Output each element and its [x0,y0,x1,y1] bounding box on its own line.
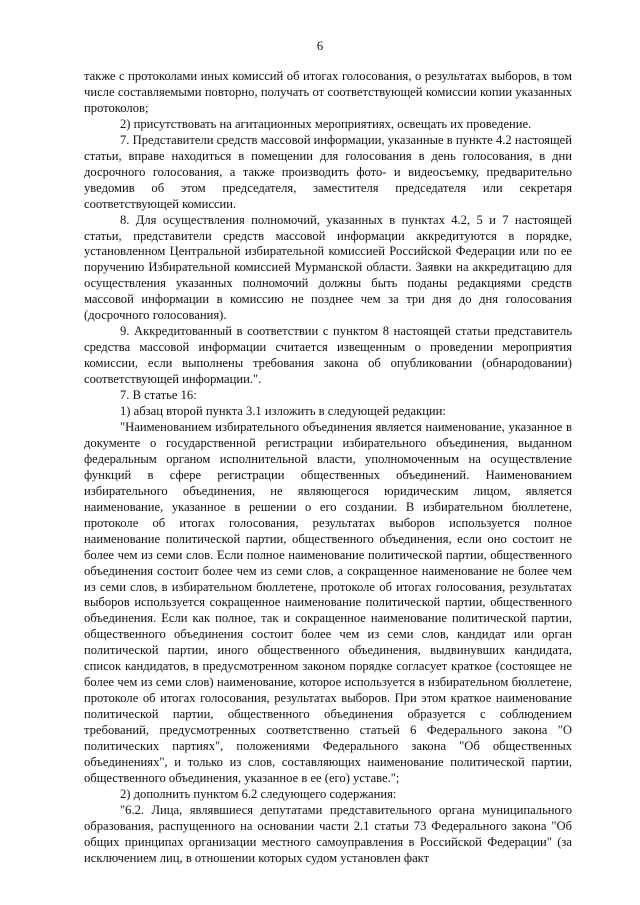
page-number: 6 [316,39,324,53]
paragraph-8: "Наименованием избирательного объединения является наименование, указанное в документе о государственной регистрации избирательного объединения, выданном федеральным органом исполнительной власти, уполномоченным на осуществление функций в сфере регистрации общественных объединений. Наименованием избирательного объединения, не являющегося юридическим лицом, является наименование, указанное в решении о его создании. В избирательном бюллетене, протоколе об итогах голосования, результатах выборов используется полное наименование политической партии, общественного объединения, если оно состоит не более чем из семи слов. Если полное наименование политической партии, общественного объединения состоит более чем из семи слов, а сокращенное наименование не более чем из семи слов, в избирательном бюллетене, протоколе об итогах голосования, результатах выборов используется сокращенное наименование политической партии, общественного объединения. Если как полное, так и сокращенное наименование политической партии, общественного объединения состоит более чем из семи слов, кандидат или орган политической партии, иного общественного объединения, выдвинувших кандидата, список кандидатов, в предусмотренном законом порядке согласует краткое (состоящее не более чем из семи слов) наименование, которое используется в избирательном бюллетене, протоколе об итогах голосования, результатах выборов. При этом краткое наименование политической партии, общественного объединения образуется с соблюдением требований, предусмотренных соответственно статьей 6 Федерального закона "О политических партиях", положениями Федерального закона "Об общественных объединениях", и только из слов, составляющих наименование политической партии, общественного объединения, указанное в ее (его) уставе."; [84,419,572,785]
document-body [84,69,572,867]
paragraph-9: 2) дополнить пунктом 6.2 следующего содержания: [120,786,397,801]
paragraph-4: 8. Для осуществления полномочий, указанных в пунктах 4.2, 5 и 7 настоящей статьи, представители средств массовой информации аккредитуются в порядке, установленном Центральной избирательной комиссией Российской Федерации или по ее поручению Избирательной комиссией Мурманской области. Заявки на аккредитацию для осуществления указанных полномочий должны быть поданы редакциями средств массовой информации в комиссию не позднее чем за три дня до дня голосования (досрочного голосования). [84,212,572,323]
paragraph-7: 1) абзац второй пункта 3.1 изложить в следующей редакции: [120,404,446,419]
paragraph-3: 7. Представители средств массовой информации, указанные в пункте 4.2 настоящей статьи, вправе находиться в помещении для голосования в день голосования, в дни досрочного голосования, а также производить фото- и видеосъемку, предварительно уведомив об этом председателя, заместителя председателя или секретаря соответствующей комиссии. [84,132,572,211]
paragraph-5: 9. Аккредитованный в соответствии с пунктом 8 настоящей статьи представитель средства массовой информации считается извещенным о проведении мероприятия комиссии, если выполнены требования закона об опубликовании (обнародовании) соответствующей информации.". [84,324,572,387]
paragraph-10: "6.2. Лица, являвшиеся депутатами представительного органа муниципального образования, распущенного на основании части 2.1 статьи 73 Федерального закона "Об общих принципах организации местного самоуправления в Российской Федерации" (за исключением лиц, в отношении которых судом установлен факт [84,802,572,865]
paragraph-6: 7. В статье 16: [120,388,197,403]
paragraph-1: также с протоколами иных комиссий об итогах голосования, о результатах выборов, в том числе составляемыми повторно, получать от соответствующей комиссии копии указанных протоколов; [84,69,572,115]
paragraph-2: 2) присутствовать на агитационных мероприятиях, освещать их проведение. [120,116,532,131]
